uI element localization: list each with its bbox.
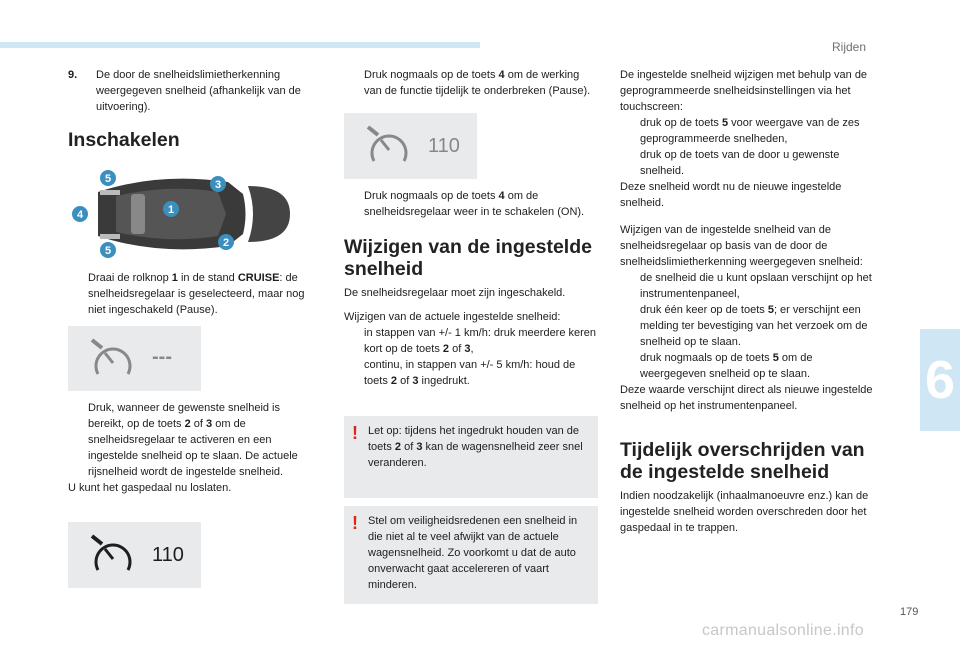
- mem-label-bottom: [100, 234, 120, 239]
- label-1: 1: [167, 204, 175, 216]
- mem-label-top: [100, 190, 120, 195]
- heading-overschrijden: Tijdelijk overschrijden van de ingestelde snelheid: [620, 439, 865, 483]
- warning-icon: !: [352, 423, 358, 443]
- wijzigen-body: De snelheidsregelaar moet zijn ingeschakeld. Wijzigen van de actuele ingestelde snelheid: in stappen van +/- 1 km/h: druk meerdere keren kort op de toets 2 of 3, continu, in stappen van +/- 5 km/h: houd de toets 2 of 3 ingedrukt.: [344, 287, 597, 387]
- label-2: 2: [222, 237, 230, 249]
- item-9-text: De door de snelheidslimietherkenning weergegeven snelheid (afhankelijk van de uitvoering).: [96, 69, 301, 113]
- column-1: [68, 67, 316, 115]
- warning-box-2: ! Stel om veiligheidsredenen een snelheid in die niet al te veel afwijkt van de actuele wagensnelheid. Zo voorkomt u dat de auto onverwacht gaat accelereren of vaart minderen.: [344, 506, 598, 604]
- cruise-control-stalk-illustration: [68, 164, 313, 264]
- label-5-bottom: 5: [104, 245, 112, 257]
- header-accent-bar: [0, 42, 480, 48]
- speedometer-icon: [88, 336, 138, 382]
- display-active-figure: [68, 522, 201, 588]
- overschrijden-body: Indien noodzakelijk (inhaalmanoeuvre enz.) kan de ingestelde snelheid worden overschreden door het gaspedaal in te trappen.: [620, 490, 869, 534]
- step-2-note: U kunt het gaspedaal nu loslaten.: [68, 482, 232, 494]
- label-5-top: 5: [104, 173, 112, 185]
- display-value-active: 110: [152, 544, 184, 566]
- page-number: 179: [900, 606, 919, 618]
- warning-icon: !: [352, 513, 358, 533]
- item-9-number: 9.: [68, 69, 78, 81]
- step-2: Druk, wanneer de gewenste snelheid is bereikt, op de toets 2 of 3 om de snelheidsregelaar te activeren en een ingestelde snelheid op te slaan. De actuele rijsnelheid wordt de ingestelde snelheid. U kunt het gaspedaal nu loslaten.: [68, 400, 316, 496]
- column-3: De ingestelde snelheid wijzigen met behulp van de geprogrammeerde snelheidsinstellingen via het touchscreen: druk op de toets 5 voor weergave van de zes geprogrammeerde snelheden, druk op de toets van de door u gewenste snelheid. Deze snelheid wordt nu de nieuwe ingestelde snelheid. Wijzigen van de ingestelde snelheid van de snelheidsregelaar op basis van de door de snelheidslimietherkenning weergegeven snelheid: de snelheid die u kunt opslaan verschijnt op het instrumentenpaneel, druk één keer op de toets 5; er verschijnt een melding ter bevestiging van het verzoek om de snelheid op te slaan. druk nogmaals op de toets 5 om de weergegeven snelheid op te slaan. Deze waarde verschijnt direct als nieuwe ingestelde snelheid op het instrumentenpaneel.: [620, 69, 873, 412]
- display-value-suspended: 110: [428, 135, 460, 157]
- roller-knob: [131, 194, 145, 234]
- speedometer-icon: [364, 123, 414, 169]
- label-4: 4: [76, 209, 84, 221]
- display-paused-figure: [68, 326, 201, 391]
- chapter-tab: 6: [920, 329, 960, 431]
- label-3: 3: [214, 179, 222, 191]
- speedometer-icon: [88, 532, 138, 578]
- step-4: Druk nogmaals op de toets 4 om de snelheidsregelaar weer in te schakelen (ON).: [364, 190, 585, 218]
- step-1: Draai de rolknop 1 in de stand CRUISE: de snelheidsregelaar is geselecteerd, maar nog niet ingeschakeld (Pause).: [88, 272, 305, 316]
- section-title: Rijden: [832, 40, 867, 54]
- display-value-paused: ---: [152, 346, 172, 368]
- stalk-end-cap: [248, 186, 290, 242]
- heading-inschakelen: Inschakelen: [68, 129, 180, 151]
- display-suspended-figure: [344, 113, 477, 179]
- warning-box-1: ! Let op: tijdens het ingedrukt houden van de toets 2 of 3 kan de wagensnelheid zeer snel veranderen.: [344, 416, 598, 498]
- heading-wijzigen: Wijzigen van de ingestelde snelheid: [344, 236, 592, 280]
- watermark: carmanualsonline.info: [702, 622, 864, 639]
- step-3: Druk nogmaals op de toets 4 om de werking van de functie tijdelijk te onderbreken (Pause).: [364, 69, 591, 97]
- item-9: [68, 67, 316, 115]
